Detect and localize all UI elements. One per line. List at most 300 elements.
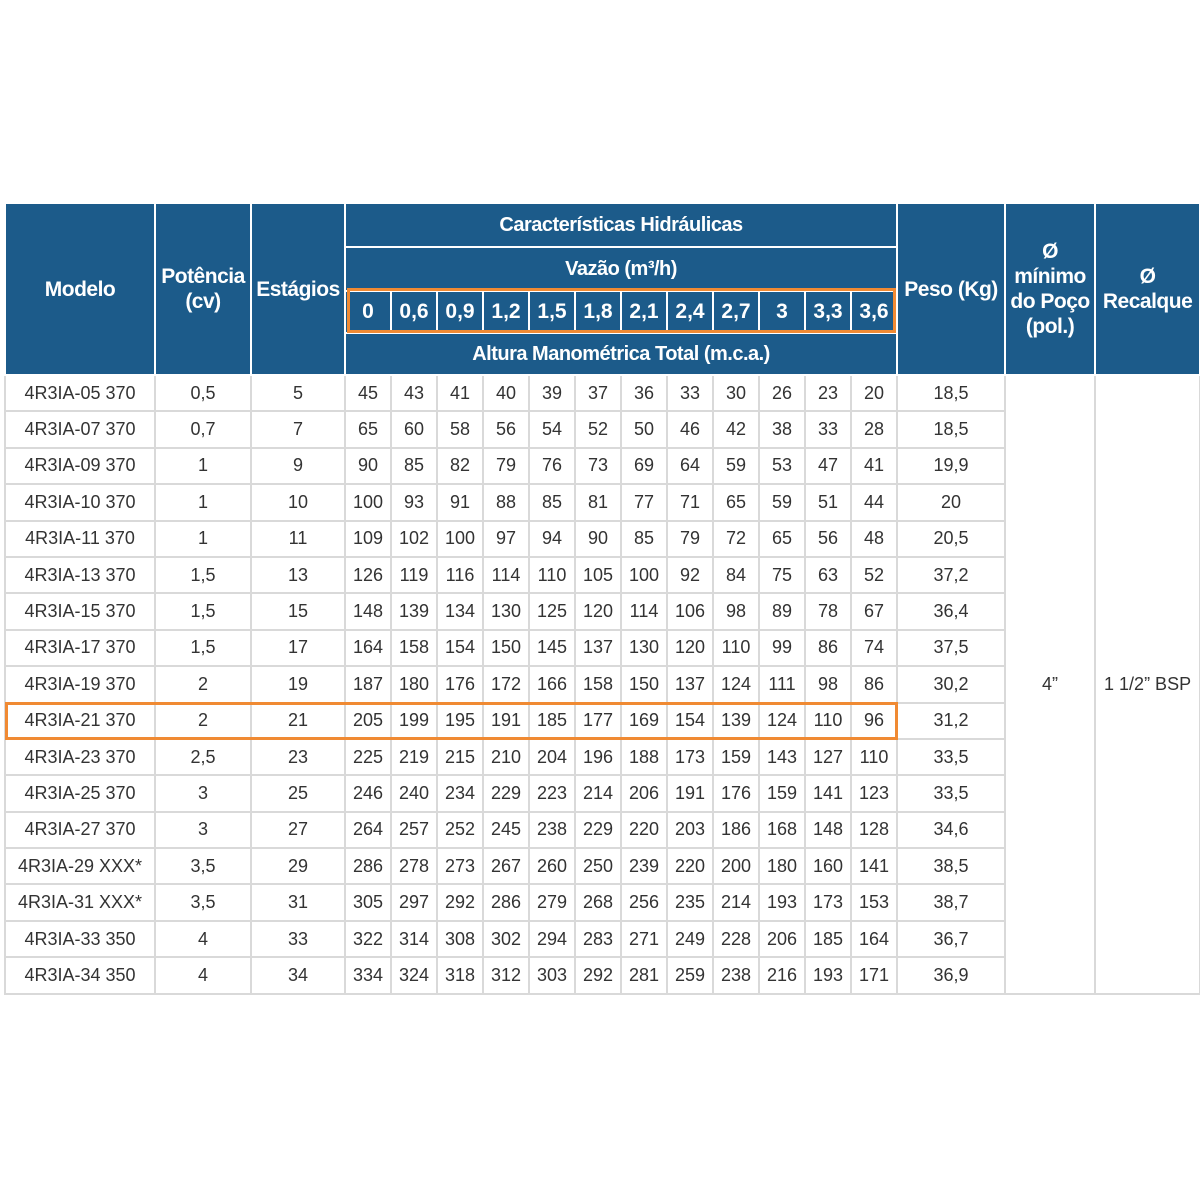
head-cell: 159 [759, 775, 805, 811]
head-cell: 91 [437, 484, 483, 520]
head-cell: 93 [391, 484, 437, 520]
head-cell: 186 [713, 812, 759, 848]
head-cell: 26 [759, 375, 805, 411]
header-power-line2: (cv) [185, 290, 221, 313]
head-cell: 308 [437, 921, 483, 957]
header-head: Altura Manométrica Total (m.c.a.) [345, 333, 897, 375]
stages-cell: 13 [251, 557, 345, 593]
head-cell: 200 [713, 848, 759, 884]
head-cell: 150 [621, 666, 667, 702]
head-cell: 164 [851, 921, 897, 957]
head-cell: 145 [529, 630, 575, 666]
stages-cell: 10 [251, 484, 345, 520]
model-cell: 4R3IA-27 370 [5, 812, 155, 848]
head-cell: 204 [529, 739, 575, 775]
header-stages: Estágios [251, 203, 345, 375]
head-cell: 89 [759, 593, 805, 629]
head-cell: 59 [713, 448, 759, 484]
flow-value-cell: 0 [345, 291, 391, 333]
head-cell: 191 [483, 703, 529, 739]
head-cell: 154 [437, 630, 483, 666]
head-cell: 127 [805, 739, 851, 775]
head-cell: 52 [851, 557, 897, 593]
head-cell: 137 [667, 666, 713, 702]
head-cell: 38 [759, 411, 805, 447]
header-well-line2: mínimo [1014, 265, 1086, 288]
head-cell: 214 [713, 884, 759, 920]
stages-cell: 21 [251, 703, 345, 739]
head-cell: 114 [621, 593, 667, 629]
head-cell: 250 [575, 848, 621, 884]
head-cell: 69 [621, 448, 667, 484]
header-well-line1: Ø [1042, 240, 1058, 263]
head-cell: 220 [621, 812, 667, 848]
head-cell: 72 [713, 521, 759, 557]
weight-cell: 20 [897, 484, 1005, 520]
power-cell: 2 [155, 703, 251, 739]
head-cell: 141 [851, 848, 897, 884]
weight-cell: 19,9 [897, 448, 1005, 484]
head-cell: 271 [621, 921, 667, 957]
head-cell: 148 [805, 812, 851, 848]
flow-value-cell: 1,8 [575, 291, 621, 333]
head-cell: 46 [667, 411, 713, 447]
head-cell: 176 [713, 775, 759, 811]
head-cell: 45 [345, 375, 391, 411]
head-cell: 28 [851, 411, 897, 447]
head-cell: 286 [483, 884, 529, 920]
head-cell: 196 [575, 739, 621, 775]
flow-value-cell: 2,1 [621, 291, 667, 333]
power-cell: 4 [155, 957, 251, 993]
head-cell: 324 [391, 957, 437, 993]
stages-cell: 9 [251, 448, 345, 484]
head-cell: 292 [575, 957, 621, 993]
head-cell: 180 [391, 666, 437, 702]
head-cell: 173 [805, 884, 851, 920]
head-cell: 188 [621, 739, 667, 775]
head-cell: 37 [575, 375, 621, 411]
head-cell: 195 [437, 703, 483, 739]
stages-cell: 11 [251, 521, 345, 557]
weight-cell: 36,7 [897, 921, 1005, 957]
head-cell: 74 [851, 630, 897, 666]
model-cell: 4R3IA-17 370 [5, 630, 155, 666]
head-cell: 56 [483, 411, 529, 447]
head-cell: 256 [621, 884, 667, 920]
flow-value-cell: 1,5 [529, 291, 575, 333]
head-cell: 223 [529, 775, 575, 811]
head-cell: 215 [437, 739, 483, 775]
header-flow: Vazão (m³/h) [345, 247, 897, 291]
discharge-diameter-cell: 1 1/2” BSP [1095, 375, 1200, 994]
head-cell: 238 [529, 812, 575, 848]
model-cell: 4R3IA-34 350 [5, 957, 155, 993]
flow-value-cell: 2,7 [713, 291, 759, 333]
head-cell: 67 [851, 593, 897, 629]
power-cell: 1 [155, 448, 251, 484]
head-cell: 193 [805, 957, 851, 993]
model-cell: 4R3IA-10 370 [5, 484, 155, 520]
head-cell: 47 [805, 448, 851, 484]
power-cell: 2,5 [155, 739, 251, 775]
weight-cell: 34,6 [897, 812, 1005, 848]
head-cell: 203 [667, 812, 713, 848]
head-cell: 205 [345, 703, 391, 739]
head-cell: 259 [667, 957, 713, 993]
head-cell: 150 [483, 630, 529, 666]
flow-value-cell: 1,2 [483, 291, 529, 333]
model-cell: 4R3IA-05 370 [5, 375, 155, 411]
head-cell: 71 [667, 484, 713, 520]
head-cell: 172 [483, 666, 529, 702]
stages-cell: 23 [251, 739, 345, 775]
model-cell: 4R3IA-31 XXX* [5, 884, 155, 920]
head-cell: 193 [759, 884, 805, 920]
head-cell: 314 [391, 921, 437, 957]
head-cell: 94 [529, 521, 575, 557]
head-cell: 187 [345, 666, 391, 702]
head-cell: 58 [437, 411, 483, 447]
power-cell: 1,5 [155, 557, 251, 593]
stages-cell: 7 [251, 411, 345, 447]
head-cell: 54 [529, 411, 575, 447]
head-cell: 279 [529, 884, 575, 920]
head-cell: 100 [345, 484, 391, 520]
model-cell: 4R3IA-07 370 [5, 411, 155, 447]
head-cell: 206 [621, 775, 667, 811]
head-cell: 260 [529, 848, 575, 884]
power-cell: 3 [155, 812, 251, 848]
flow-value-cell: 0,9 [437, 291, 483, 333]
head-cell: 79 [667, 521, 713, 557]
head-cell: 105 [575, 557, 621, 593]
weight-cell: 18,5 [897, 375, 1005, 411]
pump-spec-table [4, 202, 1200, 995]
weight-cell: 33,5 [897, 739, 1005, 775]
head-cell: 109 [345, 521, 391, 557]
head-cell: 86 [851, 666, 897, 702]
head-cell: 110 [529, 557, 575, 593]
head-cell: 228 [713, 921, 759, 957]
head-cell: 134 [437, 593, 483, 629]
header-well-line3: do Poço [1010, 290, 1090, 313]
head-cell: 42 [713, 411, 759, 447]
head-cell: 65 [759, 521, 805, 557]
head-cell: 96 [851, 703, 897, 739]
power-cell: 1,5 [155, 630, 251, 666]
head-cell: 90 [575, 521, 621, 557]
power-cell: 1 [155, 484, 251, 520]
head-cell: 114 [483, 557, 529, 593]
head-cell: 153 [851, 884, 897, 920]
weight-cell: 18,5 [897, 411, 1005, 447]
head-cell: 281 [621, 957, 667, 993]
head-cell: 130 [483, 593, 529, 629]
head-cell: 268 [575, 884, 621, 920]
head-cell: 123 [851, 775, 897, 811]
model-cell: 4R3IA-29 XXX* [5, 848, 155, 884]
head-cell: 264 [345, 812, 391, 848]
head-cell: 50 [621, 411, 667, 447]
head-cell: 84 [713, 557, 759, 593]
head-cell: 40 [483, 375, 529, 411]
model-cell: 4R3IA-23 370 [5, 739, 155, 775]
stages-cell: 33 [251, 921, 345, 957]
head-cell: 169 [621, 703, 667, 739]
header-power [155, 203, 251, 375]
weight-cell: 20,5 [897, 521, 1005, 557]
head-cell: 214 [575, 775, 621, 811]
head-cell: 23 [805, 375, 851, 411]
head-cell: 51 [805, 484, 851, 520]
head-cell: 312 [483, 957, 529, 993]
flow-value-cell: 2,4 [667, 291, 713, 333]
head-cell: 303 [529, 957, 575, 993]
flow-value-cell: 3 [759, 291, 805, 333]
head-cell: 164 [345, 630, 391, 666]
head-cell: 185 [805, 921, 851, 957]
head-cell: 119 [391, 557, 437, 593]
head-cell: 110 [713, 630, 759, 666]
head-cell: 111 [759, 666, 805, 702]
weight-cell: 30,2 [897, 666, 1005, 702]
header-power-line1: Potência [161, 265, 245, 288]
head-cell: 297 [391, 884, 437, 920]
power-cell: 0,5 [155, 375, 251, 411]
head-cell: 210 [483, 739, 529, 775]
head-cell: 100 [621, 557, 667, 593]
head-cell: 85 [621, 521, 667, 557]
stages-cell: 5 [251, 375, 345, 411]
head-cell: 158 [391, 630, 437, 666]
head-cell: 225 [345, 739, 391, 775]
well-diameter-cell: 4” [1005, 375, 1095, 994]
head-cell: 139 [391, 593, 437, 629]
head-cell: 63 [805, 557, 851, 593]
weight-cell: 37,2 [897, 557, 1005, 593]
head-cell: 173 [667, 739, 713, 775]
head-cell: 206 [759, 921, 805, 957]
stages-cell: 17 [251, 630, 345, 666]
model-cell: 4R3IA-13 370 [5, 557, 155, 593]
head-cell: 128 [851, 812, 897, 848]
head-cell: 219 [391, 739, 437, 775]
head-cell: 238 [713, 957, 759, 993]
head-cell: 180 [759, 848, 805, 884]
head-cell: 130 [621, 630, 667, 666]
head-cell: 85 [529, 484, 575, 520]
head-cell: 20 [851, 375, 897, 411]
head-cell: 239 [621, 848, 667, 884]
model-cell: 4R3IA-25 370 [5, 775, 155, 811]
weight-cell: 36,4 [897, 593, 1005, 629]
head-cell: 154 [667, 703, 713, 739]
weight-cell: 36,9 [897, 957, 1005, 993]
header-discharge-diameter [1095, 203, 1200, 375]
weight-cell: 38,7 [897, 884, 1005, 920]
head-cell: 267 [483, 848, 529, 884]
head-cell: 73 [575, 448, 621, 484]
flow-value-cell: 0,6 [391, 291, 437, 333]
head-cell: 56 [805, 521, 851, 557]
head-cell: 48 [851, 521, 897, 557]
head-cell: 257 [391, 812, 437, 848]
power-cell: 3 [155, 775, 251, 811]
head-cell: 305 [345, 884, 391, 920]
head-cell: 86 [805, 630, 851, 666]
power-cell: 3,5 [155, 884, 251, 920]
model-cell: 4R3IA-21 370 [5, 703, 155, 739]
head-cell: 176 [437, 666, 483, 702]
head-cell: 41 [437, 375, 483, 411]
head-cell: 126 [345, 557, 391, 593]
head-cell: 116 [437, 557, 483, 593]
stages-cell: 27 [251, 812, 345, 848]
table-body [5, 375, 1200, 994]
stages-cell: 15 [251, 593, 345, 629]
model-cell: 4R3IA-09 370 [5, 448, 155, 484]
head-cell: 168 [759, 812, 805, 848]
head-cell: 75 [759, 557, 805, 593]
head-cell: 240 [391, 775, 437, 811]
head-cell: 141 [805, 775, 851, 811]
head-cell: 177 [575, 703, 621, 739]
head-cell: 283 [575, 921, 621, 957]
head-cell: 120 [575, 593, 621, 629]
head-cell: 98 [805, 666, 851, 702]
power-cell: 0,7 [155, 411, 251, 447]
head-cell: 235 [667, 884, 713, 920]
power-cell: 2 [155, 666, 251, 702]
header-discharge-line1: Ø [1139, 265, 1156, 288]
stages-cell: 34 [251, 957, 345, 993]
head-cell: 106 [667, 593, 713, 629]
model-cell: 4R3IA-33 350 [5, 921, 155, 957]
head-cell: 100 [437, 521, 483, 557]
head-cell: 97 [483, 521, 529, 557]
head-cell: 199 [391, 703, 437, 739]
header-hydraulic: Características Hidráulicas [345, 203, 897, 247]
head-cell: 185 [529, 703, 575, 739]
head-cell: 249 [667, 921, 713, 957]
head-cell: 85 [391, 448, 437, 484]
weight-cell: 38,5 [897, 848, 1005, 884]
head-cell: 41 [851, 448, 897, 484]
head-cell: 278 [391, 848, 437, 884]
power-cell: 4 [155, 921, 251, 957]
head-cell: 159 [713, 739, 759, 775]
stages-cell: 25 [251, 775, 345, 811]
head-cell: 139 [713, 703, 759, 739]
head-cell: 65 [713, 484, 759, 520]
head-cell: 44 [851, 484, 897, 520]
head-cell: 60 [391, 411, 437, 447]
head-cell: 81 [575, 484, 621, 520]
head-cell: 234 [437, 775, 483, 811]
head-cell: 318 [437, 957, 483, 993]
weight-cell: 37,5 [897, 630, 1005, 666]
head-cell: 33 [667, 375, 713, 411]
head-cell: 120 [667, 630, 713, 666]
head-cell: 110 [805, 703, 851, 739]
head-cell: 216 [759, 957, 805, 993]
flow-value-cell: 3,3 [805, 291, 851, 333]
header-discharge-line2: Recalque [1102, 290, 1193, 313]
head-cell: 64 [667, 448, 713, 484]
head-cell: 30 [713, 375, 759, 411]
head-cell: 79 [483, 448, 529, 484]
head-cell: 65 [345, 411, 391, 447]
head-cell: 302 [483, 921, 529, 957]
head-cell: 143 [759, 739, 805, 775]
head-cell: 125 [529, 593, 575, 629]
power-cell: 3,5 [155, 848, 251, 884]
head-cell: 78 [805, 593, 851, 629]
stages-cell: 29 [251, 848, 345, 884]
power-cell: 1,5 [155, 593, 251, 629]
model-cell: 4R3IA-11 370 [5, 521, 155, 557]
head-cell: 229 [575, 812, 621, 848]
head-cell: 98 [713, 593, 759, 629]
head-cell: 171 [851, 957, 897, 993]
table-row [5, 375, 1200, 411]
head-cell: 334 [345, 957, 391, 993]
head-cell: 124 [759, 703, 805, 739]
head-cell: 220 [667, 848, 713, 884]
head-cell: 124 [713, 666, 759, 702]
head-cell: 59 [759, 484, 805, 520]
head-cell: 99 [759, 630, 805, 666]
head-cell: 292 [437, 884, 483, 920]
head-cell: 88 [483, 484, 529, 520]
head-cell: 77 [621, 484, 667, 520]
head-cell: 102 [391, 521, 437, 557]
stages-cell: 19 [251, 666, 345, 702]
head-cell: 245 [483, 812, 529, 848]
head-cell: 294 [529, 921, 575, 957]
head-cell: 53 [759, 448, 805, 484]
weight-cell: 31,2 [897, 703, 1005, 739]
head-cell: 82 [437, 448, 483, 484]
flow-value-cell: 3,6 [851, 291, 897, 333]
head-cell: 246 [345, 775, 391, 811]
header-model: Modelo [5, 203, 155, 375]
head-cell: 229 [483, 775, 529, 811]
head-cell: 160 [805, 848, 851, 884]
head-cell: 39 [529, 375, 575, 411]
head-cell: 52 [575, 411, 621, 447]
head-cell: 90 [345, 448, 391, 484]
header-well-line4: (pol.) [1025, 315, 1075, 338]
head-cell: 110 [851, 739, 897, 775]
head-cell: 158 [575, 666, 621, 702]
head-cell: 33 [805, 411, 851, 447]
model-cell: 4R3IA-19 370 [5, 666, 155, 702]
head-cell: 137 [575, 630, 621, 666]
head-cell: 322 [345, 921, 391, 957]
head-cell: 148 [345, 593, 391, 629]
head-cell: 76 [529, 448, 575, 484]
head-cell: 286 [345, 848, 391, 884]
head-cell: 36 [621, 375, 667, 411]
power-cell: 1 [155, 521, 251, 557]
header-weight: Peso (Kg) [897, 203, 1005, 375]
head-cell: 252 [437, 812, 483, 848]
weight-cell: 33,5 [897, 775, 1005, 811]
head-cell: 43 [391, 375, 437, 411]
stages-cell: 31 [251, 884, 345, 920]
